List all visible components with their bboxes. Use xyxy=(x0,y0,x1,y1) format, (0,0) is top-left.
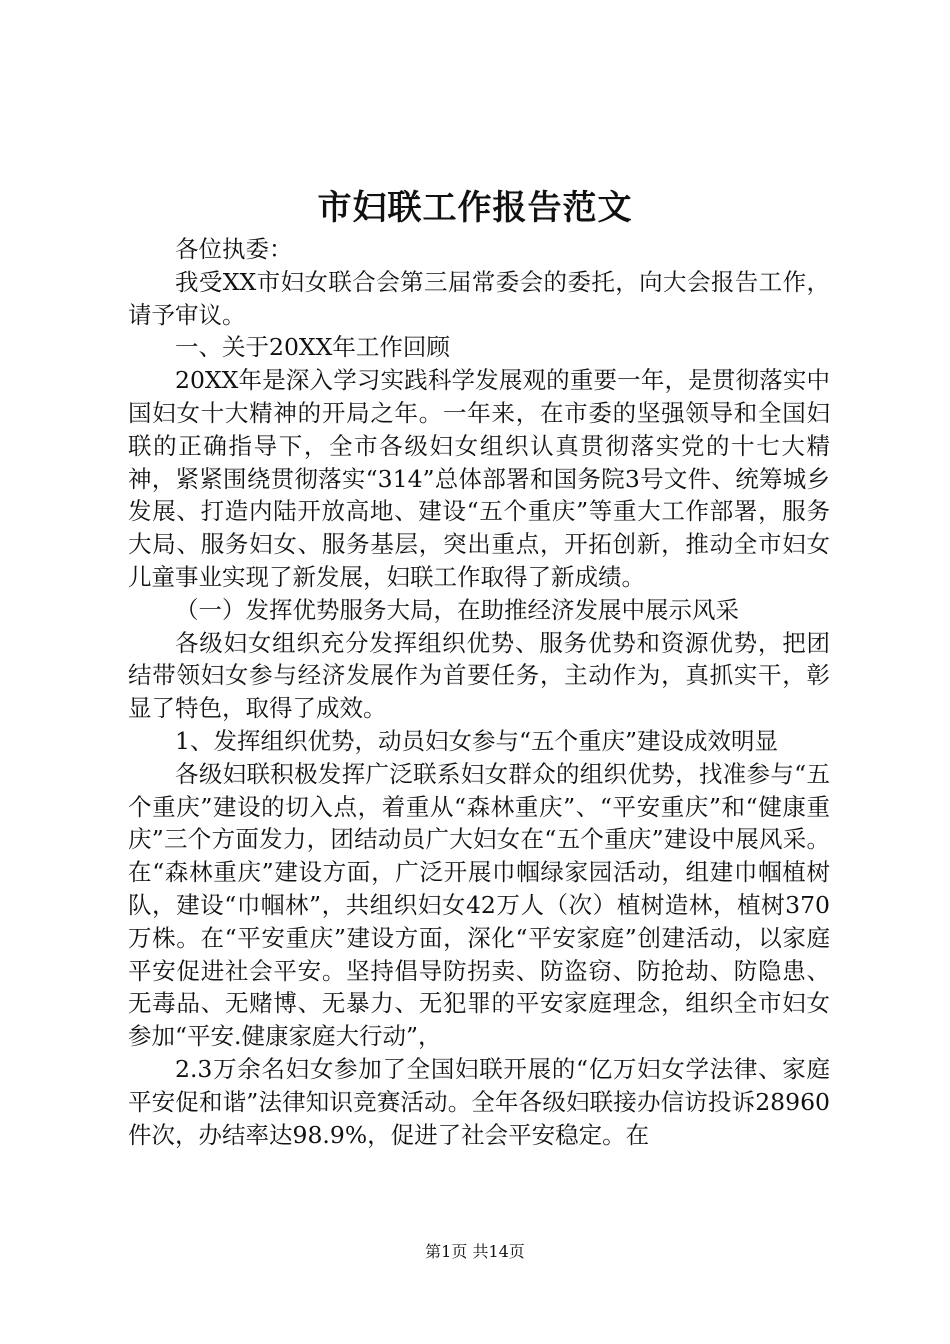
paragraph-overview: 20XX年是深入学习实践科学发展观的重要一年，是贯彻落实中国妇女十大精神的开局之年。一年来，在市委的坚强领导和全国妇联的正确指导下，全市各级妇女组织认真贯彻落实党的十七大精神，紧紧围绕贯彻落实“314”总体部署和国务院3号文件、统筹城乡发展、打造内陆开放高地、建设“五个重庆”等重大工作部署，服务大局、服务妇女、服务基层，突出重点，开拓创新，推动全市妇女儿童事业实现了新发展，妇联工作取得了新成绩。 xyxy=(128,366,830,591)
paragraph-intro: 我受XX市妇女联合会第三届常委会的委托，向大会报告工作，请予审议。 xyxy=(128,267,830,329)
section-heading-review: 一、关于20XX年工作回顾 xyxy=(175,333,450,362)
subsection-heading-1: （一）发挥优势服务大局，在助推经济发展中展示风采 xyxy=(175,595,739,624)
item-heading-1: 1、发挥组织优势，动员妇女参与“五个重庆”建设成效明显 xyxy=(175,726,778,755)
paragraph-item-1-cont: 2.3万余名妇女参加了全国妇联开展的“亿万妇女学法律、家庭平安促和谐”法律知识竞赛活动。全年各级妇联接办信访投诉28960件次，办结率达98.9%，促进了社会平安稳定。在 xyxy=(128,1054,830,1149)
paragraph-salutation: 各位执委： xyxy=(175,235,293,263)
document-title: 市妇联工作报告范文 xyxy=(317,188,633,228)
page-footer: 第1页 共14页 xyxy=(425,1242,525,1261)
document-body xyxy=(128,233,830,1151)
paragraph-subsection-1: 各级妇女组织充分发挥组织优势、服务优势和资源优势，把团结带领妇女参与经济发展作为首要任务，主动作为，真抓实干，彰显了特色，取得了成效。 xyxy=(128,628,830,723)
paragraph-item-1: 各级妇联积极发挥广泛联系妇女群众的组织优势，找准参与“五个重庆”建设的切入点，着重从“森林重庆”、“平安重庆”和“健康重庆”三个方面发力，团结动员广大妇女在“五个重庆”建设中展风采。在“森林重庆”建设方面，广泛开展巾帼绿家园活动，组建巾帼植树队，建设“巾帼林”，共组织妇女42万人（次）植树造林，植树370万株。在“平安重庆”建设方面，深化“平安家庭”创建活动，以家庭平安促进社会平安。坚持倡导防拐卖、防盗窃、防抢劫、防隐患、无毒品、无赌博、无暴力、无犯罪的平安家庭理念，组织全市妇女参加“平安.健康家庭大行动”， xyxy=(128,759,830,1051)
